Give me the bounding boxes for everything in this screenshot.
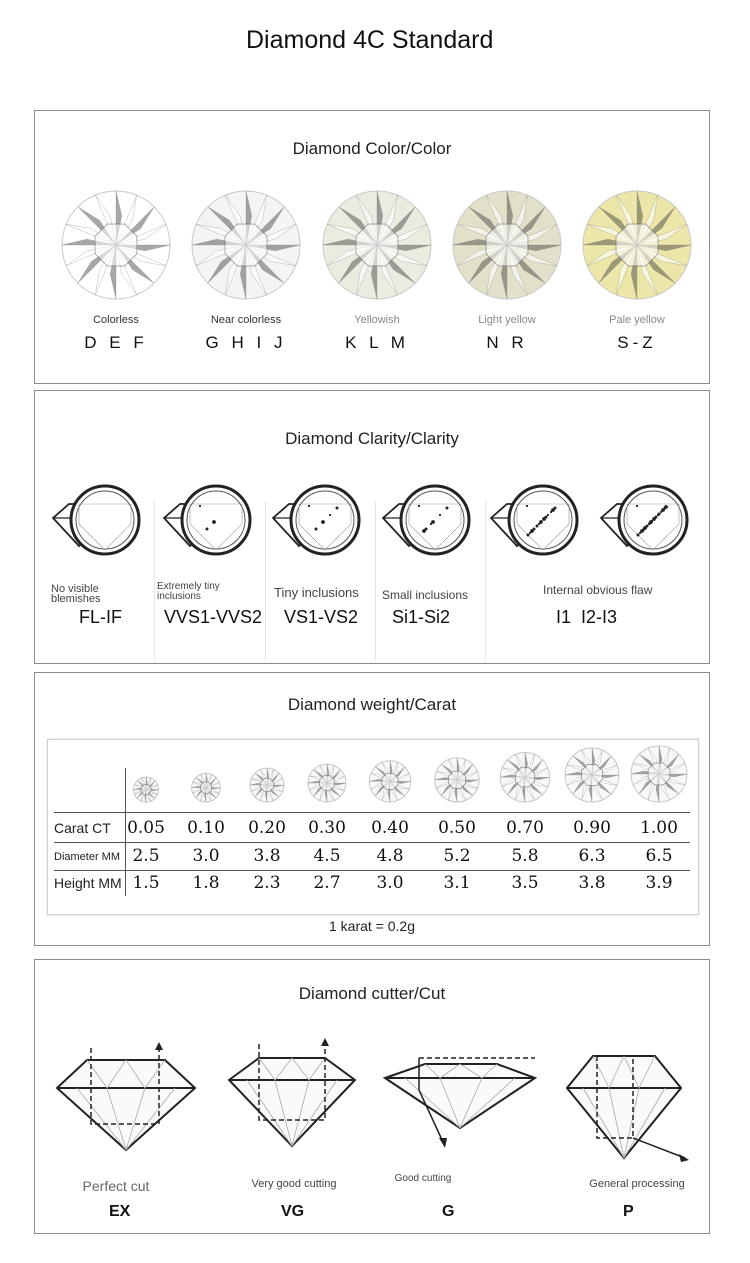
diamond-icon bbox=[581, 189, 693, 301]
diamond-icon bbox=[451, 189, 563, 301]
table-cell: 3.0 bbox=[192, 846, 220, 866]
color-title: Diamond Color/Color bbox=[292, 139, 452, 158]
table-cell: 3.0 bbox=[376, 873, 404, 893]
cut-ex-icon bbox=[57, 1042, 195, 1150]
clarity-desc: No visible blemishes bbox=[51, 583, 101, 605]
table-cell: 4.8 bbox=[376, 846, 404, 866]
row-label: Diameter MM bbox=[54, 851, 121, 863]
clarity-item bbox=[51, 584, 151, 604]
clarity-item bbox=[274, 585, 374, 600]
table-cell: 0.40 bbox=[371, 818, 409, 838]
color-item bbox=[572, 189, 702, 353]
clarity-title: Diamond Clarity/Clarity bbox=[285, 429, 459, 448]
diamond-icon bbox=[60, 189, 172, 301]
table-cell: 0.90 bbox=[573, 818, 611, 838]
carat-panel bbox=[34, 672, 710, 946]
table-cell: 6.3 bbox=[578, 846, 606, 866]
carat-note: 1 karat = 0.2g bbox=[328, 918, 415, 934]
clarity-desc: Small inclusions bbox=[382, 588, 469, 602]
table-cell: 0.50 bbox=[438, 818, 476, 838]
clarity-item bbox=[543, 585, 653, 595]
cut-item bbox=[41, 1178, 191, 1194]
page-title: Diamond 4C Standard bbox=[246, 26, 494, 54]
clarity-item bbox=[157, 582, 261, 602]
clarity-illustrations bbox=[35, 484, 711, 574]
table-cell: 0.70 bbox=[506, 818, 544, 838]
clarity-grade: FL-IF bbox=[79, 607, 122, 627]
table-cell: 1.00 bbox=[640, 818, 678, 838]
loupe-icon bbox=[273, 486, 359, 554]
table-cell: 1.8 bbox=[192, 873, 220, 893]
cut-item bbox=[373, 1173, 473, 1184]
table-cell: 3.1 bbox=[443, 873, 471, 893]
carat-title: Diamond weight/Carat bbox=[287, 695, 457, 714]
color-item bbox=[51, 189, 181, 353]
cut-grade: VG bbox=[281, 1203, 305, 1220]
table-hline bbox=[54, 812, 690, 813]
clarity-desc: Extremely tiny inclusions bbox=[157, 581, 220, 602]
color-panel bbox=[34, 110, 710, 384]
color-item bbox=[312, 189, 442, 353]
table-cell: 3.9 bbox=[645, 873, 673, 893]
loupe-icon bbox=[491, 486, 577, 554]
cut-item bbox=[219, 1178, 369, 1190]
table-cell: 2.5 bbox=[132, 846, 160, 866]
carat-diamonds bbox=[48, 740, 698, 810]
cut-illustrations bbox=[35, 1038, 711, 1168]
color-grade: G H I J bbox=[205, 333, 287, 352]
clarity-grade: VVS1-VVS2 bbox=[164, 607, 263, 627]
diamond-icon bbox=[321, 189, 433, 301]
cut-g-icon bbox=[385, 1058, 535, 1148]
loupe-icon bbox=[601, 486, 687, 554]
color-desc: Light yellow bbox=[478, 314, 536, 326]
cut-grade: P bbox=[623, 1203, 634, 1220]
table-cell: 5.2 bbox=[443, 846, 471, 866]
color-item bbox=[442, 189, 572, 353]
diamond-icon bbox=[190, 189, 302, 301]
color-grade: D E F bbox=[84, 333, 148, 352]
cut-desc: General processing bbox=[589, 1178, 685, 1190]
color-item bbox=[181, 189, 311, 353]
row-label: Height MM bbox=[54, 875, 122, 891]
table-cell: 0.10 bbox=[187, 818, 225, 838]
cut-item bbox=[562, 1178, 712, 1190]
clarity-desc: Internal obvious flaw bbox=[543, 583, 653, 597]
clarity-panel bbox=[34, 390, 710, 664]
table-cell: 0.30 bbox=[308, 818, 346, 838]
cut-grade: G bbox=[442, 1203, 455, 1220]
cut-desc: Perfect cut bbox=[82, 1178, 150, 1194]
cut-desc: Good cutting bbox=[394, 1173, 452, 1184]
table-cell: 3.8 bbox=[578, 873, 606, 893]
table-cell: 3.8 bbox=[253, 846, 281, 866]
color-desc: Colorless bbox=[93, 314, 139, 326]
cut-grade: EX bbox=[109, 1203, 131, 1220]
cut-p-icon bbox=[567, 1056, 689, 1162]
loupe-icon bbox=[383, 486, 469, 554]
clarity-grade: VS1-VS2 bbox=[284, 607, 359, 627]
table-cell: 4.5 bbox=[313, 846, 341, 866]
carat-diamond-icon bbox=[435, 758, 479, 802]
color-grade: S-Z bbox=[617, 333, 657, 352]
carat-diamond-icon bbox=[308, 764, 346, 802]
color-desc: Pale yellow bbox=[609, 314, 665, 326]
carat-diamond-icon bbox=[134, 777, 159, 802]
carat-diamond-icon bbox=[192, 773, 221, 802]
table-cell: 2.7 bbox=[313, 873, 341, 893]
color-desc: Near colorless bbox=[210, 314, 282, 326]
table-cell: 0.05 bbox=[127, 818, 165, 838]
carat-diamond-icon bbox=[631, 746, 687, 802]
loupe-icon bbox=[164, 486, 250, 554]
loupe-icon bbox=[53, 486, 139, 554]
color-grade: K L M bbox=[345, 333, 409, 352]
row-label: Carat CT bbox=[54, 820, 111, 836]
color-desc: Yellowish bbox=[354, 314, 400, 326]
carat-diamond-icon bbox=[250, 768, 284, 802]
carat-table bbox=[47, 739, 699, 915]
cut-panel bbox=[34, 959, 710, 1234]
table-cell: 1.5 bbox=[132, 873, 160, 893]
table-cell: 5.8 bbox=[511, 846, 539, 866]
clarity-grade: I1 I2-I3 bbox=[556, 607, 618, 627]
clarity-desc: Tiny inclusions bbox=[274, 585, 359, 600]
table-cell: 3.5 bbox=[511, 873, 539, 893]
table-cell: 6.5 bbox=[645, 846, 673, 866]
clarity-grade: Si1-Si2 bbox=[392, 607, 451, 627]
color-grade: N R bbox=[486, 333, 528, 352]
cut-title: Diamond cutter/Cut bbox=[298, 984, 446, 1003]
table-cell: 0.20 bbox=[248, 818, 286, 838]
carat-diamond-icon bbox=[500, 753, 549, 802]
cut-desc: Very good cutting bbox=[251, 1178, 337, 1190]
carat-diamond-icon bbox=[369, 761, 410, 802]
cut-vg-icon bbox=[229, 1038, 355, 1146]
carat-diamond-icon bbox=[565, 748, 619, 802]
table-cell: 2.3 bbox=[253, 873, 281, 893]
clarity-item bbox=[382, 590, 492, 600]
